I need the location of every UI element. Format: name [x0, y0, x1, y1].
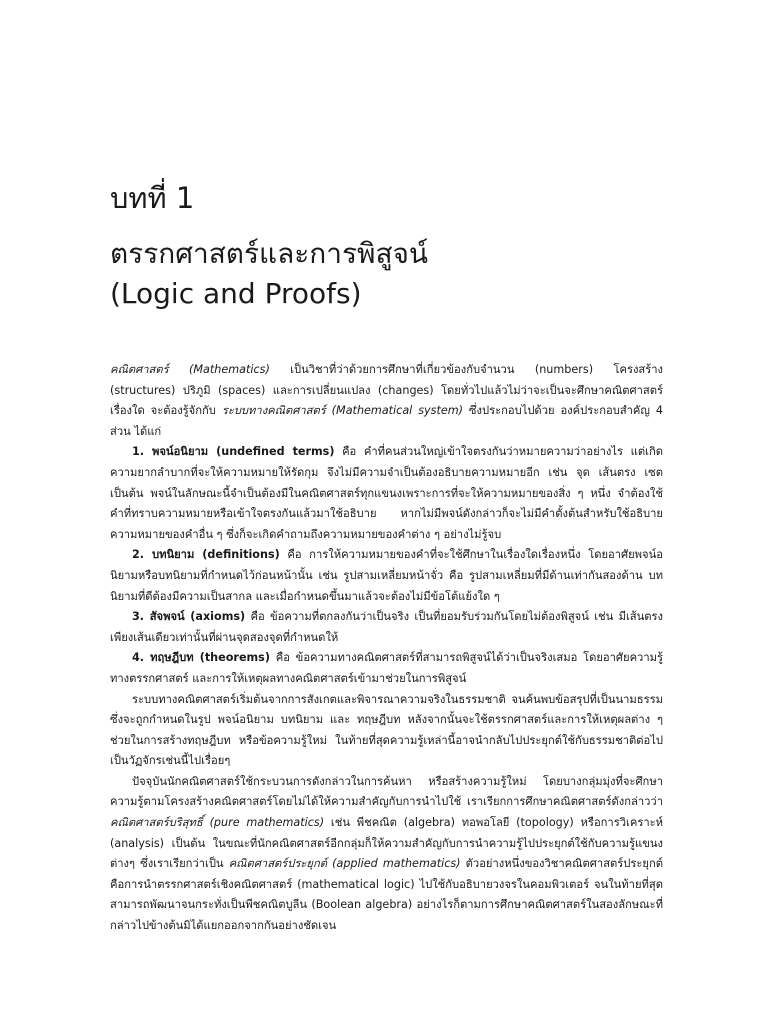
list-item-term: 3. สัจพจน์ (axioms)	[132, 610, 246, 624]
chapter-title-english: (Logic and Proofs)	[110, 277, 362, 310]
list-item-text: คือ การให้ความหมายของคำที่จะใช้ศึกษาในเรื่องใดเรื่องหนึ่ง โดยอาศัยพจน์อนิยามหรือบทนิยามที่กำหนดไว้ก่อนหน้านั้น เช่น รูปสามเหลี่ยมหน้าจั่ว คือ รูปสามเหลี่ยมที่มีด้านเท่ากันสองด้าน บทนิยามที่ดีต้องมีความเป็นสากล และเมื่อกำหนดขึ้นมาแล้วจะต้องไม่มีข้อโต้แย้งใด ๆ	[110, 548, 663, 603]
list-item-text: คือ ข้อความทางคณิตศาสตร์ที่สามารถพิสูจน์ได้ว่าเป็นจริงเสมอ โดยอาศัยความรู้ทางตรรกศาสตร์ และการให้เหตุผลทางคณิตศาสตร์เข้ามาช่วยในการพิสูจน์	[110, 651, 663, 685]
para2-text-1: ปัจจุบันนักคณิตศาสตร์ใช้กระบวนการดังกล่าวในการค้นหา หรือสร้างความรู้ใหม่ โดยบางกลุ่มมุ่งที่จะศึกษาความรู้ตามโครงสร้างคณิตศาสตร์โดยไม่ได้ให้ความสำคัญกับการนำไปใช้ เราเรียกการศึกษาคณิตศาสตร์ดังกล่าวว่า	[110, 774, 663, 809]
list-item-term: 4. ทฤษฎีบท (theorems)	[132, 651, 270, 665]
applied-math-term: คณิตศาสตร์ประยุกต์ (applied mathematics)	[228, 857, 461, 871]
chapter-number: บทที่ 1	[110, 181, 195, 215]
intro-term: คณิตศาสตร์ (Mathematics)	[110, 363, 270, 376]
intro-text-2: ซึ่งประกอบไปด้วย องค์ประกอบสำคัญ 4 ส่วน ได้แก่	[110, 404, 663, 438]
list-item-text: คือ คำที่คนส่วนใหญ่เข้าใจตรงกันว่าหมายความว่าอย่างไร แต่เกิดความยากลำบากที่จะให้ความหมายให้รัดกุม จึงไม่มีความจำเป็นต้องอธิบายความหมายอีก เช่น จุด เส้นตรง เซต เป็นต้น พจน์ในลักษณะนี้จำเป็นต้องมีในคณิตศาสตร์ทุกแขนงเพราะการที่จะให้ความหมายของสิ่ง ๆ หนึ่ง จำต้องใช้คำที่ทราบความหมายหรือเข้าใจตรงกันแล้วมาใช้อธิบาย หากไม่มีพจน์ดังกล่าวก็จะไม่มีคำตั้งต้นสำหรับใช้อธิบายความหมายของคำอื่น ๆ ซึ่งก็จะเกิดคำถามถึงความหมายของคำต่าง ๆ อย่างไม่รู้จบ	[110, 445, 663, 541]
intro-paragraph	[110, 360, 663, 442]
para2-text-2: เช่น พีชคณิต (algebra) ทอพอโลยี (topology) หรือการวิเคราะห์ (analysis) เป็นต้น ในขณะที่นักคณิตศาสตร์อีกกลุ่มก็ให้ความสำคัญกับการนำความรู้ไปประยุกต์ใช้กับความรู้แขนงต่างๆ ซึ่งเราเรียกว่าเป็น	[110, 816, 663, 871]
list-item-theorems	[110, 648, 663, 689]
paragraph-mathematical-system: ระบบทางคณิตศาสตร์เริ่มต้นจากการสังเกตและพิจารณาความจริงในธรรมชาติ จนค้นพบข้อสรุปที่เป็นนามธรรม ซึ่งจะถูกกำหนดในรูป พจน์อนิยาม บทนิยาม และ ทฤษฎีบท หลังจากนั้นจะใช้ตรรกศาสตร์และการให้เหตุผลต่าง ๆ ช่วยในการสร้างทฤษฎีบท หรือข้อความรู้ใหม่ ในท้ายที่สุดความรู้เหล่านี้อาจนำกลับไปประยุกต์ใช้กับธรรมชาติต่อไป เป็นวัฏจักรเช่นนี้ไปเรื่อยๆ	[110, 692, 663, 768]
list-item-undefined-terms	[110, 442, 663, 545]
list-item-term: 2. บทนิยาม (definitions)	[132, 548, 280, 562]
pure-math-term: คณิตศาสตร์บริสุทธิ์ (pure mathematics)	[110, 816, 325, 830]
list-item-axioms	[110, 607, 663, 648]
chapter-title	[110, 234, 428, 314]
body-text	[110, 360, 663, 937]
list-item-text: คือ ข้อความที่ตกลงกันว่าเป็นจริง เป็นที่ยอมรับร่วมกันโดยไม่ต้องพิสูจน์ เช่น มีเส้นตรงเพียงเส้นเดียวเท่านั้นที่ผ่านจุดสองจุดที่กำหนดให้	[110, 610, 663, 644]
chapter-title-thai: ตรรกศาสตร์และการพิสูจน์	[110, 237, 429, 270]
list-item-definitions	[110, 545, 663, 607]
intro-system-term: ระบบทางคณิตศาสตร์ (Mathematical system)	[221, 404, 464, 418]
intro-text-1: เป็นวิชาที่ว่าด้วยการศึกษาที่เกี่ยวข้องกับจำนวน (numbers) โครงสร้าง (structures) ปริภูมิ (spaces) และการเปลี่ยนแปลง (changes) โดยทั่วไปแล้วไม่ว่าจะเป็นจะศึกษาคณิตศาสตร์เรื่องใด จะต้องรู้จักกับ	[110, 363, 663, 418]
paragraph-pure-applied	[110, 772, 663, 937]
para2-text-3: ตัวอย่างหนึ่งของวิชาคณิตศาสตร์ประยุกต์ คือการนำตรรกศาสตร์เชิงคณิตศาสตร์ (mathematical logic) ไปใช้กับอธิบายวงจรในคอมพิวเตอร์ จนในท้ายที่สุดสามารถพัฒนาจนกระทั่งเป็นพีชคณิตบูลีน (Boolean algebra) อย่างไรก็ตามการศึกษาคณิตศาสตร์ในสองลักษณะที่กล่าวไปข้างต้นมิได้แยกออกจากกันอย่างชัดเจน	[110, 857, 664, 933]
list-item-term: 1. พจน์อนิยาม (undefined terms)	[132, 445, 335, 459]
